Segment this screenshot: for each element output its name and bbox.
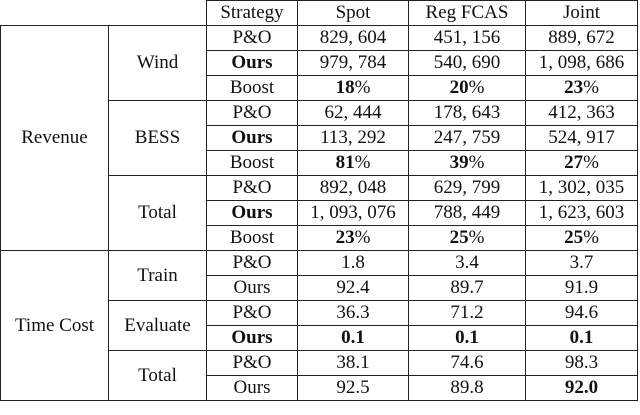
value-number: 92.4 — [336, 277, 370, 298]
header-row — [1, 1, 638, 26]
value-number: 36.3 — [336, 302, 370, 323]
value-number: 524, 917 — [548, 127, 615, 148]
value-number: 1, 302, 035 — [538, 177, 625, 198]
percent-sign: % — [583, 152, 599, 173]
value-number: 91.9 — [564, 277, 599, 298]
value-cell — [526, 376, 638, 401]
strategy-cell: P&O — [207, 26, 298, 51]
value-number: 38.1 — [336, 352, 370, 373]
strategy-cell: Boost — [207, 151, 298, 176]
subgroup-label: Wind — [109, 26, 207, 101]
table-row — [1, 26, 638, 51]
value-cell — [298, 251, 409, 276]
value-cell — [409, 76, 526, 101]
header-col-reg-fcas: Reg FCAS — [409, 1, 526, 26]
percent-sign: % — [468, 77, 485, 98]
percent-sign: % — [468, 152, 485, 173]
value-number: 18 — [335, 77, 355, 98]
strategy-cell: Ours — [207, 126, 298, 151]
strategy-cell: P&O — [207, 101, 298, 126]
percent-sign: % — [583, 77, 599, 98]
value-cell — [526, 226, 638, 251]
value-number: 27 — [564, 152, 584, 173]
percent-sign: % — [354, 77, 371, 98]
strategy-cell: Ours — [207, 376, 298, 401]
value-number: 1.8 — [341, 252, 365, 273]
strategy-cell: Ours — [207, 326, 298, 351]
value-cell — [409, 226, 526, 251]
table-row — [1, 251, 638, 276]
percent-sign: % — [354, 152, 371, 173]
subgroup-label: Evaluate — [109, 301, 207, 351]
percent-sign: % — [583, 227, 599, 248]
percent-sign: % — [354, 227, 371, 248]
value-cell — [298, 151, 409, 176]
value-number: 25 — [449, 227, 469, 248]
value-cell — [298, 376, 409, 401]
value-cell — [298, 51, 409, 76]
value-number: 23 — [564, 77, 584, 98]
value-cell — [526, 26, 638, 51]
value-cell — [298, 101, 409, 126]
value-number: 113, 292 — [320, 127, 386, 148]
group-label: Revenue — [1, 26, 109, 251]
value-cell — [409, 276, 526, 301]
header-blank-cell — [1, 1, 109, 26]
value-cell — [409, 326, 526, 351]
value-number: 74.6 — [450, 352, 484, 373]
value-cell — [298, 176, 409, 201]
value-number: 247, 759 — [433, 127, 501, 148]
value-number: 81 — [335, 152, 355, 173]
value-cell — [409, 26, 526, 51]
value-cell — [526, 301, 638, 326]
percent-sign: % — [468, 227, 485, 248]
header-strategy: Strategy — [207, 1, 298, 26]
value-cell — [298, 351, 409, 376]
strategy-cell: Boost — [207, 76, 298, 101]
value-cell — [526, 276, 638, 301]
value-cell — [298, 301, 409, 326]
value-number: 0.1 — [569, 327, 594, 348]
value-number: 0.1 — [341, 327, 365, 348]
header-col-joint: Joint — [526, 1, 638, 26]
value-number: 3.4 — [455, 252, 479, 273]
value-number: 98.3 — [564, 352, 599, 373]
value-cell — [409, 151, 526, 176]
value-number: 0.1 — [455, 327, 479, 348]
value-number: 94.6 — [564, 302, 599, 323]
value-cell — [526, 76, 638, 101]
value-cell — [526, 126, 638, 151]
value-cell — [409, 351, 526, 376]
value-cell — [526, 351, 638, 376]
value-number: 892, 048 — [319, 177, 387, 198]
header-col-spot: Spot — [298, 1, 409, 26]
value-number: 412, 363 — [548, 102, 615, 123]
value-cell — [298, 26, 409, 51]
value-cell — [298, 76, 409, 101]
value-number: 3.7 — [569, 252, 594, 273]
strategy-cell: Ours — [207, 276, 298, 301]
value-cell — [298, 276, 409, 301]
value-cell — [526, 251, 638, 276]
value-number: 89.8 — [450, 377, 484, 398]
value-cell — [298, 201, 409, 226]
value-cell — [409, 251, 526, 276]
value-number: 89.7 — [450, 277, 484, 298]
value-cell — [298, 326, 409, 351]
value-number: 788, 449 — [433, 202, 501, 223]
subgroup-label: Total — [109, 176, 207, 251]
value-number: 889, 672 — [548, 27, 615, 48]
value-number: 1, 098, 686 — [538, 52, 625, 73]
value-number: 829, 604 — [319, 27, 387, 48]
value-cell — [526, 326, 638, 351]
value-cell — [526, 151, 638, 176]
header-blank-cell — [109, 1, 207, 26]
value-number: 1, 093, 076 — [310, 202, 396, 223]
value-number: 451, 156 — [433, 27, 501, 48]
subgroup-label: Train — [109, 251, 207, 301]
value-cell — [298, 126, 409, 151]
value-cell — [409, 376, 526, 401]
value-cell — [409, 51, 526, 76]
strategy-cell: P&O — [207, 351, 298, 376]
strategy-cell: Boost — [207, 226, 298, 251]
value-number: 979, 784 — [319, 52, 387, 73]
value-number: 1, 623, 603 — [538, 202, 625, 223]
value-number: 92.5 — [336, 377, 370, 398]
value-cell — [409, 126, 526, 151]
value-cell — [298, 226, 409, 251]
value-number: 23 — [335, 227, 355, 248]
strategy-cell: Ours — [207, 51, 298, 76]
group-label: Time Cost — [1, 251, 109, 401]
value-number: 39 — [449, 152, 469, 173]
value-number: 540, 690 — [433, 52, 501, 73]
value-cell — [526, 51, 638, 76]
value-number: 20 — [449, 77, 469, 98]
strategy-cell: Ours — [207, 201, 298, 226]
value-number: 71.2 — [450, 302, 484, 323]
strategy-cell: P&O — [207, 176, 298, 201]
value-cell — [526, 176, 638, 201]
value-number: 178, 643 — [433, 102, 501, 123]
subgroup-label: Total — [109, 351, 207, 401]
value-cell — [526, 101, 638, 126]
value-number: 62, 444 — [324, 102, 382, 123]
strategy-cell: P&O — [207, 301, 298, 326]
strategy-cell: P&O — [207, 251, 298, 276]
value-number: 92.0 — [564, 377, 599, 398]
value-cell — [526, 201, 638, 226]
value-cell — [409, 201, 526, 226]
value-cell — [409, 301, 526, 326]
value-number: 629, 799 — [433, 177, 501, 198]
value-cell — [409, 176, 526, 201]
value-cell — [409, 101, 526, 126]
subgroup-label: BESS — [109, 101, 207, 176]
value-number: 25 — [564, 227, 584, 248]
